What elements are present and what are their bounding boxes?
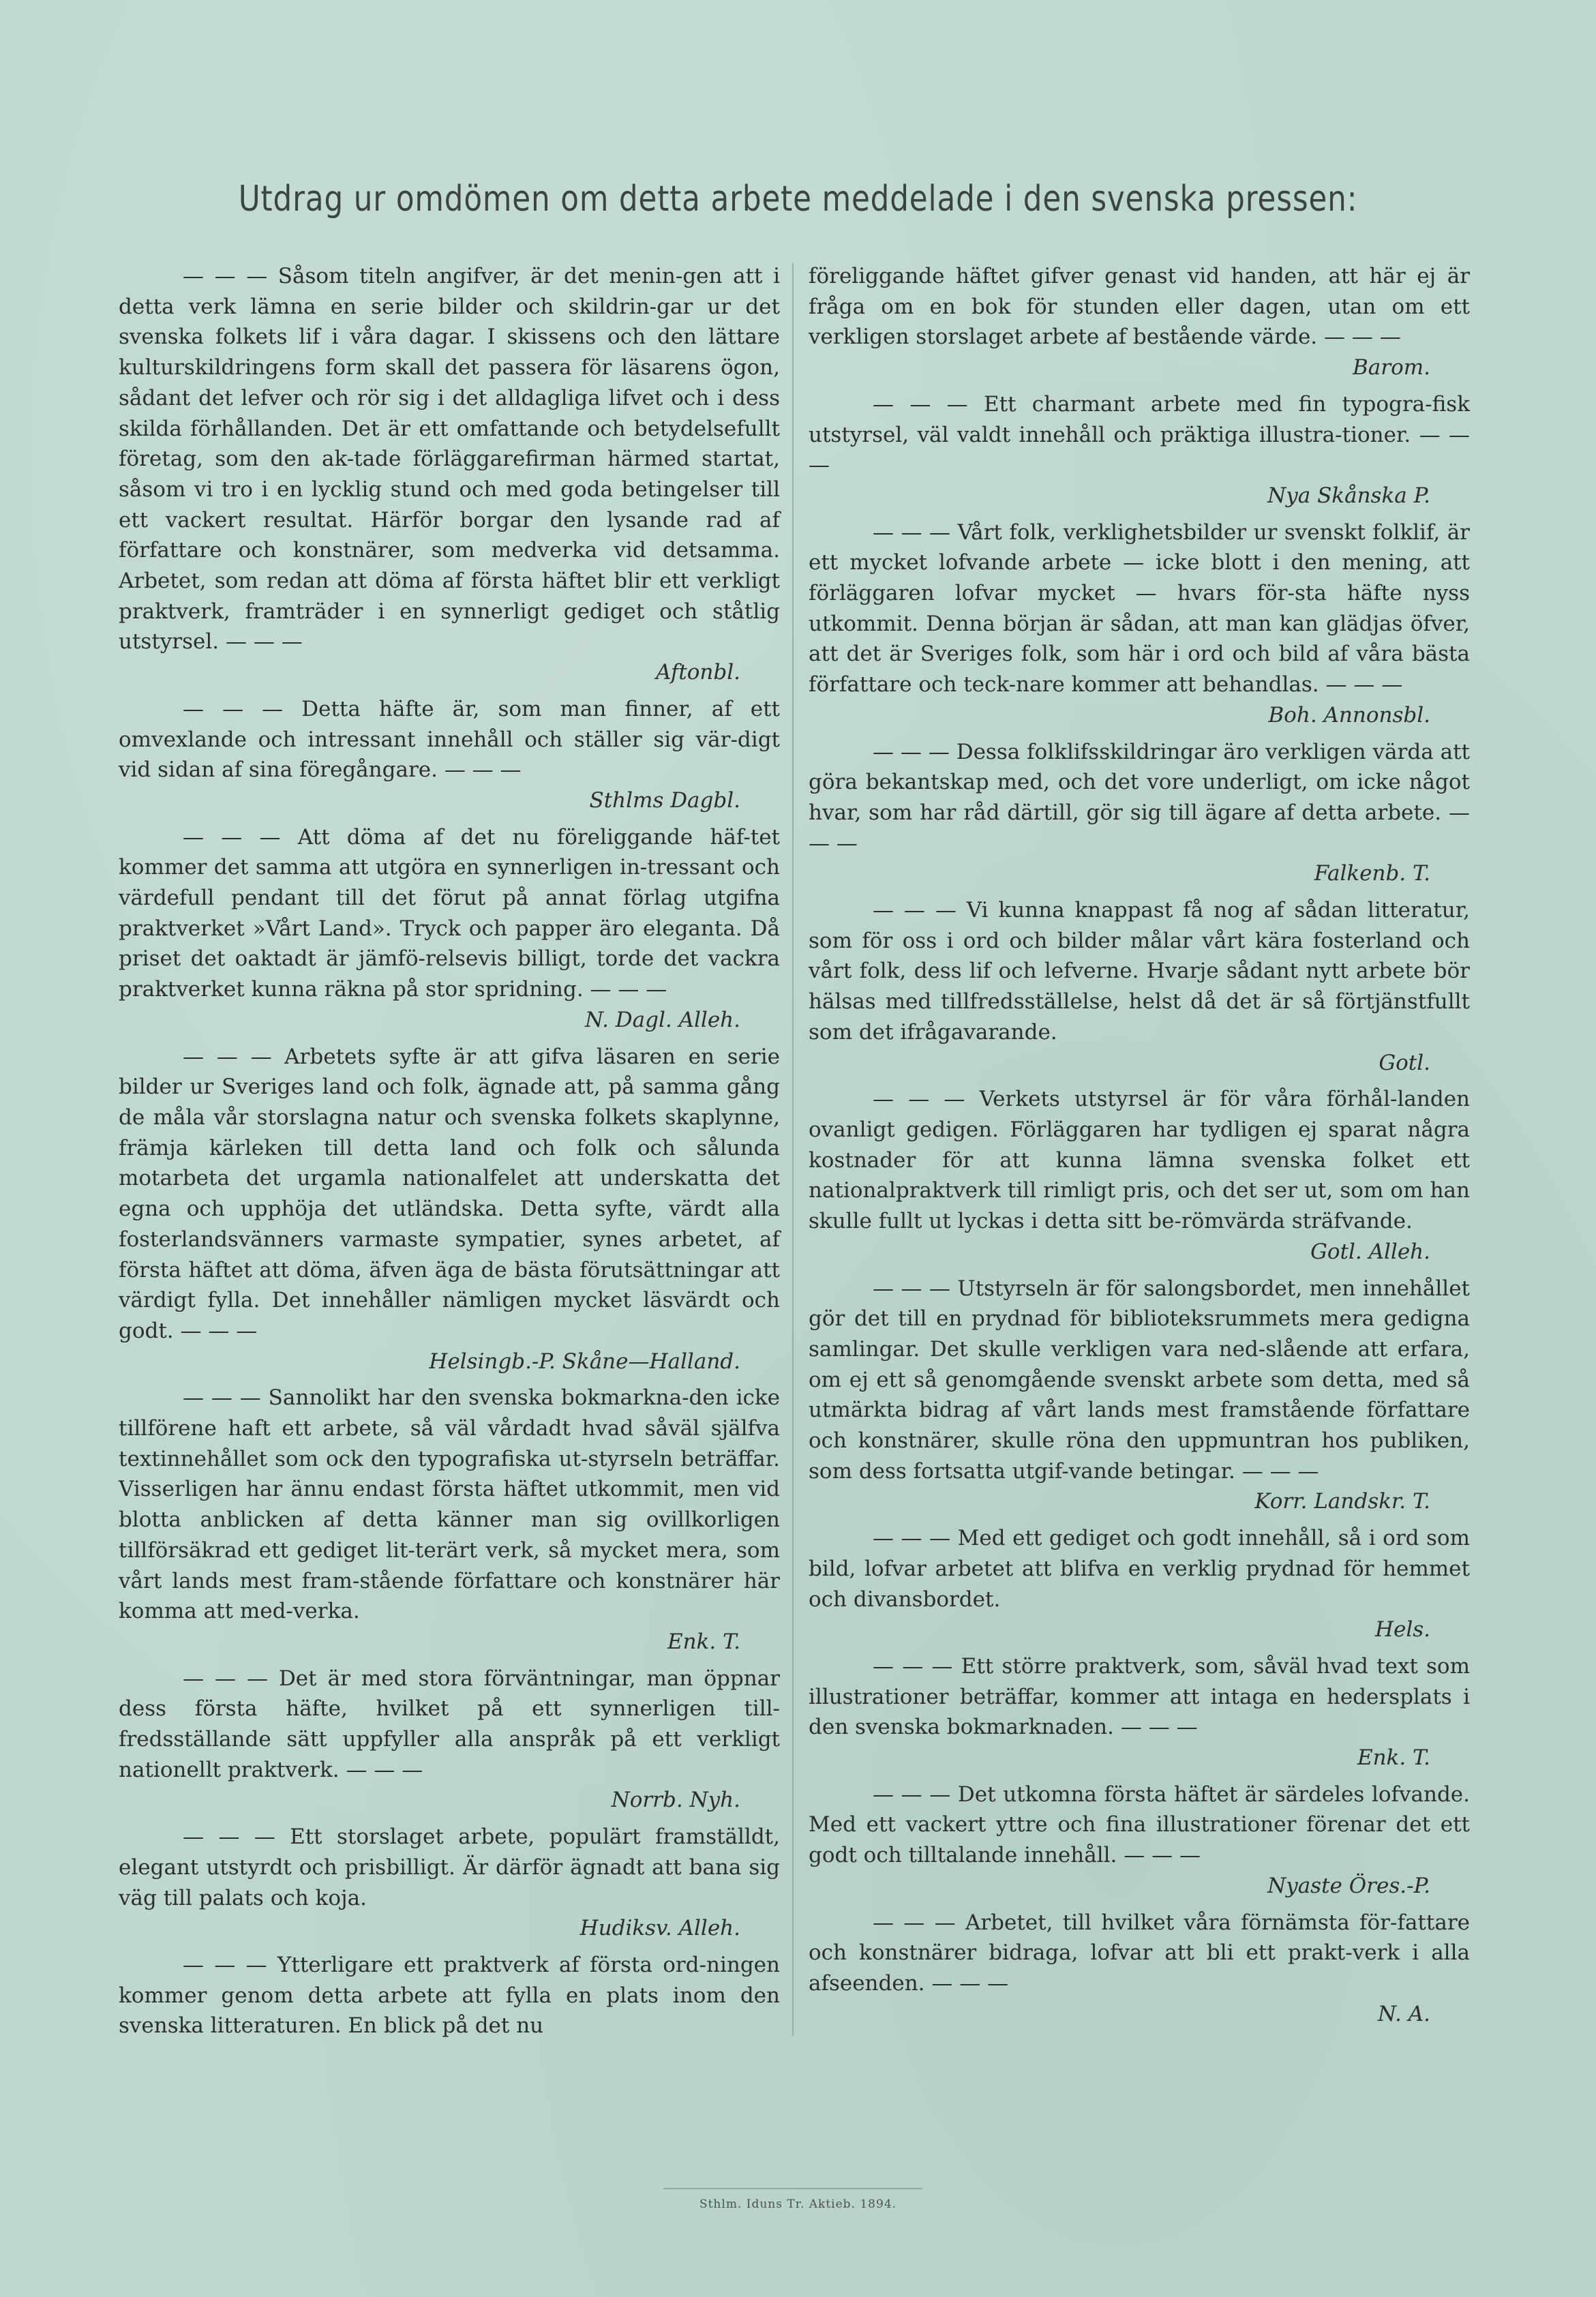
review-source: Falkenb. T. bbox=[1314, 861, 1430, 886]
review-text: — — — Dessa folklifsskildringar äro verkligen värda att göra bekantskap med, och det vore underligt, om icke något hvar, som har råd därtill, gör sig till ägare af detta arbete. — — — bbox=[809, 739, 1470, 856]
review-text: — — — Ytterligare ett praktverk af första ord-ningen kommer genom detta arbete att fylla en plats inom den svenska litteraturen. En blick på det nu bbox=[119, 1952, 780, 2039]
review-text: — — — Ett storslaget arbete, populärt framställdt, elegant utstyrdt och prisbilligt. Är därför ägnadt att bana sig väg till palats och koja. bbox=[119, 1825, 780, 1910]
review-text: — — — Arbetets syfte är att gifva läsaren en serie bilder ur Sveriges land och folk, ägnade att, på samma gång de måla vår storslagna natur och svenska folkets skaplynne, främja kärleken till detta land och folk och sålunda motarbeta det urgamla nationalfelet att underskatta det egna och upphöja det utländska. Detta syfte, värdt alla fosterlandsvänners varmaste sympatier, synes arbetet, af första häftet att döma, äfven äga de bästa förutsättningar att värdigt fylla. Det innehåller nämligen mycket läsvärdt och godt. — — — bbox=[119, 1044, 780, 1343]
review-nyaste-ores-p bbox=[809, 1780, 1470, 1902]
review-boh-annonsbl bbox=[809, 517, 1470, 731]
review-source: Korr. Landskr. T. bbox=[1254, 1489, 1430, 1514]
review-source: Hudiksv. Alleh. bbox=[579, 1916, 740, 1941]
printer-imprint: Sthlm. Iduns Tr. Aktieb. 1894. bbox=[699, 2197, 897, 2211]
review-aftonbladet bbox=[119, 261, 780, 688]
review-helsingb-p bbox=[119, 1042, 780, 1377]
review-sthlms-dagbl bbox=[119, 694, 780, 816]
review-source: Enk. T. bbox=[1357, 1745, 1430, 1771]
review-text: — — — Ett större praktverk, som, såväl hvad text som illustrationer beträffar, kommer att intaga en hedersplats i den svenska bokmarknaden. — — — bbox=[809, 1653, 1470, 1740]
review-source: Nyaste Öres.-P. bbox=[1267, 1873, 1430, 1898]
page-title: Utdrag ur omdömen om detta arbete meddelade i den svenska pressen: bbox=[238, 179, 1358, 220]
review-korr-landskr-t bbox=[809, 1274, 1470, 1518]
review-gotl-alleh bbox=[809, 1084, 1470, 1267]
review-hudiksv-alleh bbox=[119, 1822, 780, 1944]
review-falkenb-t bbox=[809, 737, 1470, 890]
review-text: — — — Utstyrseln är för salongsbordet, men innehållet gör det till en prydnad för biblioteksrummets mera gedigna samlingar. Det skulle verkligen vara ned-slående att erfara, om ej ett så genomgående svenskt arbete som detta, med så utmärkta bidrag af vårt lands mest framstående författare och konstnärer, skulle röna den uppmuntran hos publiken, som dess fortsatta utgif-vande betingar. — — — bbox=[809, 1276, 1470, 1484]
review-source: N. A. bbox=[1377, 2001, 1430, 2026]
review-text: — — — Vi kunna knappast få nog af sådan litteratur, som för oss i ord och bilder målar vårt kära fosterland och vårt folk, dess lif och lefverne. Hvarje sådant nytt arbete bör hälsas med tillfredsställelse, helst då det är så förtjänstfullt som det ifrågavarande. bbox=[809, 898, 1470, 1045]
review-hels bbox=[809, 1523, 1470, 1645]
column-divider bbox=[792, 263, 794, 2036]
review-text: — — — Med ett gediget och godt innehåll, så i ord som bild, lofvar arbetet att blifva en verklig prydnad för hemmet och divansbordet. bbox=[809, 1526, 1470, 1612]
review-source: Aftonbl. bbox=[655, 660, 740, 685]
review-barom-start bbox=[119, 1950, 780, 2041]
review-n-dagl-alleh bbox=[119, 822, 780, 1036]
review-nya-skanska-p bbox=[809, 389, 1470, 511]
review-barom-continued bbox=[809, 261, 1470, 383]
review-source: Sthlms Dagbl. bbox=[589, 787, 740, 813]
review-norrb-nyh bbox=[119, 1664, 780, 1816]
review-source: Gotl. bbox=[1379, 1050, 1430, 1075]
right-column bbox=[809, 261, 1470, 2035]
review-source: Barom. bbox=[1353, 355, 1430, 380]
review-text: — — — Detta häfte är, som man finner, af ett omvexlande och intressant innehåll och ställer sig vär-digt vid sidan af sina föregångare. — — — bbox=[119, 696, 780, 783]
review-source: Helsingb.-P. Skåne—Halland. bbox=[429, 1349, 740, 1374]
review-source: Enk. T. bbox=[667, 1629, 740, 1654]
review-n-a bbox=[809, 1908, 1470, 2030]
review-text: — — — Ett charmant arbete med fin typogra-fisk utstyrsel, väl valdt innehåll och präktiga illustra-tioner. — — — bbox=[809, 391, 1470, 478]
review-enk-t-2 bbox=[809, 1651, 1470, 1773]
review-source: Hels. bbox=[1374, 1617, 1430, 1642]
review-text: — — — Det utkomna första häftet är särdeles lofvande. Med ett vackert yttre och fina illustrationer förenar det ett godt och tilltalande innehåll. — — — bbox=[809, 1782, 1470, 1868]
review-text: föreliggande häftet gifver genast vid handen, att här ej är fråga om en bok för stunden eller dagen, utan om ett verkligen storslaget arbete af bestående värde. — — — bbox=[809, 264, 1470, 350]
review-text: — — — Såsom titeln angifver, är det menin-gen att i detta verk lämna en serie bilder och skildrin-gar ur det svenska folkets lif i våra dagar. I skissens och den lättare kulturskildringens form skall det passera för läsarens ögon, sådant det lefver och rör sig i det alldagliga lifvet och i dess skilda förhållanden. Det är ett omfattande och betydelsefullt företag, som den ak-tade förläggarefirman härmed startat, såsom vi tro i en lycklig stund och med goda betingelser till ett vackert resultat. Härför borgar den lysande rad af författare och konstnärer, som medverka vid detsamma. Arbetet, som redan att döma af första häftet blir ett verkligt praktverk, framträder i en synnerligt gediget och ståtlig utstyrsel. — — — bbox=[119, 264, 780, 655]
review-gotl bbox=[809, 895, 1470, 1078]
left-column bbox=[119, 261, 780, 2047]
review-enk-t bbox=[119, 1383, 780, 1657]
review-text: — — — Vårt folk, verklighetsbilder ur svenskt folklif, är ett mycket lofvande arbete — icke blott i den mening, att förläggaren lofvar mycket — hvars för-sta häfte nyss utkommit. Denna början är sådan, att man kan glädjas öfver, att det är Sveriges folk, som här i ord och bild af våra bästa författare och teck-nare kommer att behandlas. — — — bbox=[809, 520, 1470, 697]
review-text: — — — Sannolikt har den svenska bokmarkna-den icke tillförene haft ett arbete, så väl vårdadt hvad såväl själfva textinnehållet som ock den typografiska ut-styrseln beträffar. Visserligen har ännu endast första häftet utkommit, men vid blotta anblicken af detta känner man sig ovillkorligen tillförsäkrad ett gediget lit-terärt verk, så mycket mera, som vårt lands mest fram-stående författare och konstnärer här komma att med-verka. bbox=[119, 1385, 780, 1624]
review-text: — — — Verkets utstyrsel är för våra förhål-landen ovanligt gedigen. Förläggaren har tydligen ej sparat några kostnader för att kunna lämna svenska folket ett nationalpraktverk till rimligt pris, och det ser ut, som om han skulle fullt ut lyckas i detta sitt be-römvärda sträfvande. bbox=[809, 1087, 1470, 1234]
imprint-rule bbox=[663, 2188, 922, 2189]
review-text: — — — Det är med stora förväntningar, man öppnar dess första häfte, hvilket på ett synnerligen till-fredsställande sätt uppfyller alla anspråk på ett verkligt nationellt praktverk. — — — bbox=[119, 1666, 780, 1782]
review-text: — — — Arbetet, till hvilket våra förnämsta för-fattare och konstnärer bidraga, lofvar att bli ett prakt-verk i alla afseenden. — — — bbox=[809, 1910, 1470, 1996]
review-source: Boh. Annonsbl. bbox=[1268, 702, 1430, 727]
review-source: Nya Skånska P. bbox=[1267, 483, 1430, 508]
review-source: N. Dagl. Alleh. bbox=[584, 1007, 740, 1032]
review-text: — — — Att döma af det nu föreliggande häf-tet kommer det samma att utgöra en synnerligen in-tressant och värdefull pendant till det förut på annat förlag utgifna praktverket »Vårt Land». Tryck och papper äro eleganta. Då priset det oaktadt är jämfö-relsevis billigt, torde det vackra praktverket kunna räkna på stor spridning. — — — bbox=[119, 824, 780, 1002]
review-source: Norrb. Nyh. bbox=[611, 1788, 740, 1813]
review-source: Gotl. Alleh. bbox=[1310, 1239, 1430, 1264]
